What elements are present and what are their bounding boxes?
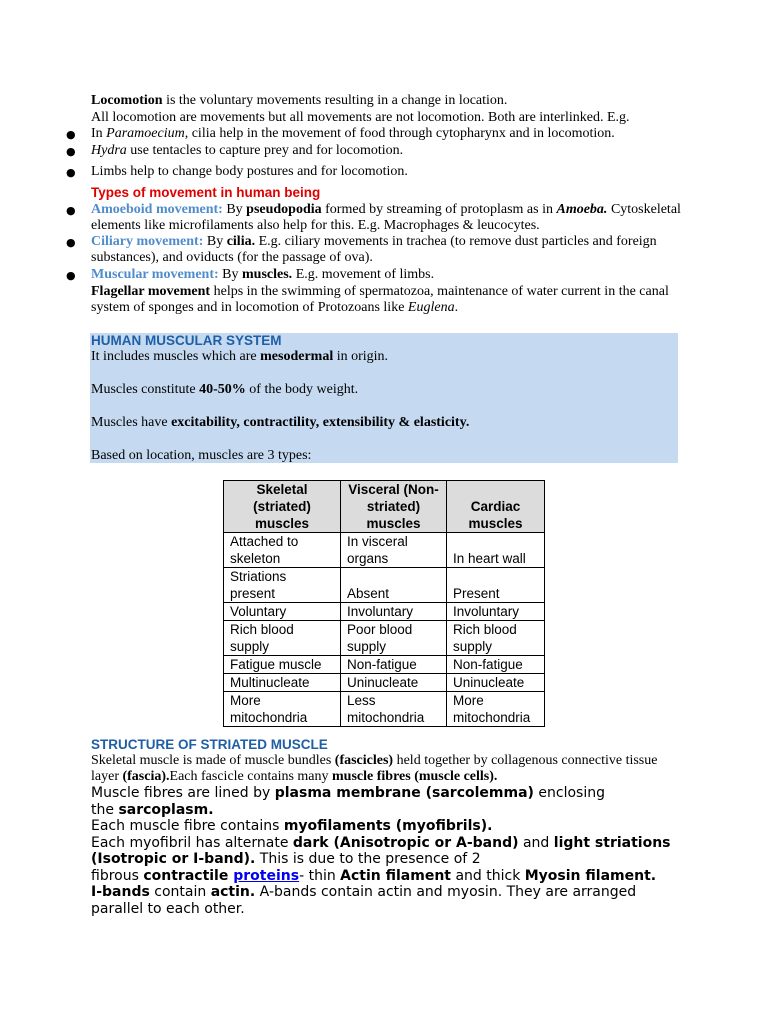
hms-p1 [91,349,388,365]
table-cell: Less mitochondria [341,692,447,727]
cilia-term: cilia. [226,234,256,249]
table-cell: More mitochondria [224,692,341,727]
table-cell: In visceral organs [341,533,447,568]
table-row [224,621,545,656]
text: enclosing [533,785,605,801]
myofilaments-term: myofilaments (myofibrils). [283,818,493,834]
sarcoplasm-term: sarcoplasm. [118,802,214,818]
muscular-label: Muscular movement: [91,267,219,282]
text: contain [149,884,211,900]
table-header: Visceral (Non-striated) muscles [341,481,447,533]
properties-term: excitability, contractility, extensibility & elasticity. [171,415,470,430]
table-row [224,656,545,674]
actin-filament-term: Actin filament [340,868,451,884]
text: Each myofibril has alternate [91,835,293,851]
text: Muscles have [91,415,172,430]
structure-l2 [91,802,214,819]
hms-p3 [91,415,469,431]
table-cell: Involuntary [341,603,447,621]
structure-heading: STRUCTURE OF STRIATED MUSCLE [91,737,328,752]
fascia-term: (fascia). [122,769,170,784]
mesodermal-term: mesodermal [260,349,334,364]
text: use tentacles to capture prey and for locomotion. [126,143,404,158]
text: fibrous [91,868,144,884]
structure-s2 [91,769,497,785]
table-cell: Multinucleate [224,674,341,692]
text: held together by collagenous connective tissue [393,753,658,768]
text: - thin [299,868,341,884]
text: In [91,126,107,141]
ciliary-item [91,234,657,250]
table-row [224,568,545,603]
table-cell: Attached to skeleton [224,533,341,568]
intro-line-1 [91,93,507,109]
paramoecium-term: Paramoecium, [106,126,189,141]
bullet-icon: ● [66,236,76,249]
muscle-types-table [223,480,545,727]
structure-l1 [91,785,605,802]
bullet-icon: ● [66,269,76,282]
muscle-fibres-term: muscle fibres (muscle cells). [332,769,498,784]
table-header-row [224,481,545,533]
pseudopodia-term: pseudopodia [246,202,322,217]
text: formed by streaming of protoplasm as in [321,202,557,217]
table-header: Skeletal (striated) muscles [224,481,341,533]
text: Each fascicle contains many [169,769,333,784]
table-cell: Striations present [224,568,341,603]
text: Muscles constitute [91,382,200,397]
muscular-item [91,267,434,283]
text: Each muscle fibre contains [91,818,284,834]
table-cell: Involuntary [447,603,545,621]
text: in origin. [333,349,389,364]
fascicles-term: (fascicles) [334,753,394,768]
hms-p4: Based on location, muscles are 3 types: [91,448,312,463]
text: helps in the swimming of spermatozoa, maintenance of water current in the canal [210,284,669,299]
structure-l8: parallel to each other. [91,901,245,917]
text: By [203,234,227,249]
table-cell: Non-fatigue [341,656,447,674]
text: of the body weight. [245,382,359,397]
percent-term: 40-50% [199,382,246,397]
intro-bullet-2 [91,143,403,159]
text: E.g. movement of limbs. [292,267,435,282]
table-cell: More mitochondria [447,692,545,727]
table-cell: Non-fatigue [447,656,545,674]
contractile-term: contractile [143,868,234,884]
text: By [218,267,243,282]
ciliary-line-2: substances), and oviducts (for the passage of ova). [91,250,373,265]
euglena-term: Euglena [407,300,455,315]
bullet-icon: ● [66,166,76,179]
table-cell: In heart wall [447,533,545,568]
table-cell: Fatigue muscle [224,656,341,674]
structure-l7 [91,884,636,901]
table-cell: Poor blood supply [341,621,447,656]
flagellar-item [91,284,669,300]
structure-l4 [91,835,671,852]
bullet-icon: ● [66,145,76,158]
table-cell: Present [447,568,545,603]
amoeboid-line-2: elements like microfilaments also help for this. E.g. Macrophages & leucocytes. [91,218,540,233]
hms-p2 [91,382,358,398]
text: and thick [451,868,525,884]
structure-l6 [91,868,656,885]
text: cilia help in the movement of food through cytopharynx and in locomotion. [188,126,615,141]
locomotion-definition: is the voluntary movements resulting in a change in location. [162,93,508,108]
text: and [518,835,554,851]
a-band-term: dark (Anisotropic or A-band) [292,835,519,851]
amoeboid-label: Amoeboid movement: [91,202,223,217]
text: This is due to the presence of 2 [255,851,481,867]
text: E.g. ciliary movements in trachea (to remove dust particles and foreign [255,234,657,249]
table-cell: Uninucleate [447,674,545,692]
amoeboid-item [91,202,691,218]
actin-term: actin. [210,884,256,900]
proteins-link[interactable]: proteins [233,868,300,884]
text: layer [91,769,123,784]
structure-l3 [91,818,492,835]
hms-heading: HUMAN MUSCULAR SYSTEM [91,333,282,348]
text: By [222,202,247,217]
table-row [224,603,545,621]
i-band-term: (Isotropic or I-band). [91,851,256,867]
text: Skeletal muscle is made of muscle bundles [91,753,335,768]
intro-bullet-3: Limbs help to change body postures and for locomotion. [91,164,408,179]
text: Cytoskeletal [607,202,681,217]
structure-l5 [91,851,481,868]
amoeba-term: Amoeba. [556,202,608,217]
intro-bullet-1 [91,126,615,142]
flagellar-term: Flagellar movement [91,284,211,299]
table-row [224,692,545,727]
i-bands-term: I-bands [91,884,150,900]
locomotion-term: Locomotion [91,93,163,108]
table-cell: Uninucleate [341,674,447,692]
text: the [91,802,119,818]
bullet-icon: ● [66,204,76,217]
text: . [454,300,459,315]
text: A-bands contain actin and myosin. They are arranged [255,884,637,900]
muscles-term: muscles. [242,267,293,282]
text: Muscle fibres are lined by [91,785,275,801]
hydra-term: Hydra [91,143,127,158]
bullet-icon: ● [66,128,76,141]
table-cell: Voluntary [224,603,341,621]
table-cell: Rich blood supply [447,621,545,656]
table-row [224,533,545,568]
sarcolemma-term: plasma membrane (sarcolemma) [274,785,534,801]
table-header: Cardiac muscles [447,481,545,533]
table-cell: Rich blood supply [224,621,341,656]
table-cell: Absent [341,568,447,603]
types-heading: Types of movement in human being [91,185,321,200]
text: system of sponges and in locomotion of Protozoans like [91,300,408,315]
light-striations-term: light striations [553,835,671,851]
text: It includes muscles which are [91,349,261,364]
intro-line-2: All locomotion are movements but all movements are not locomotion. Both are interlinked. E.g. [91,110,630,125]
ciliary-label: Ciliary movement: [91,234,204,249]
table-row [224,674,545,692]
myosin-filament-term: Myosin filament. [524,868,657,884]
flagellar-line-2 [91,300,458,316]
structure-s1 [91,753,657,769]
